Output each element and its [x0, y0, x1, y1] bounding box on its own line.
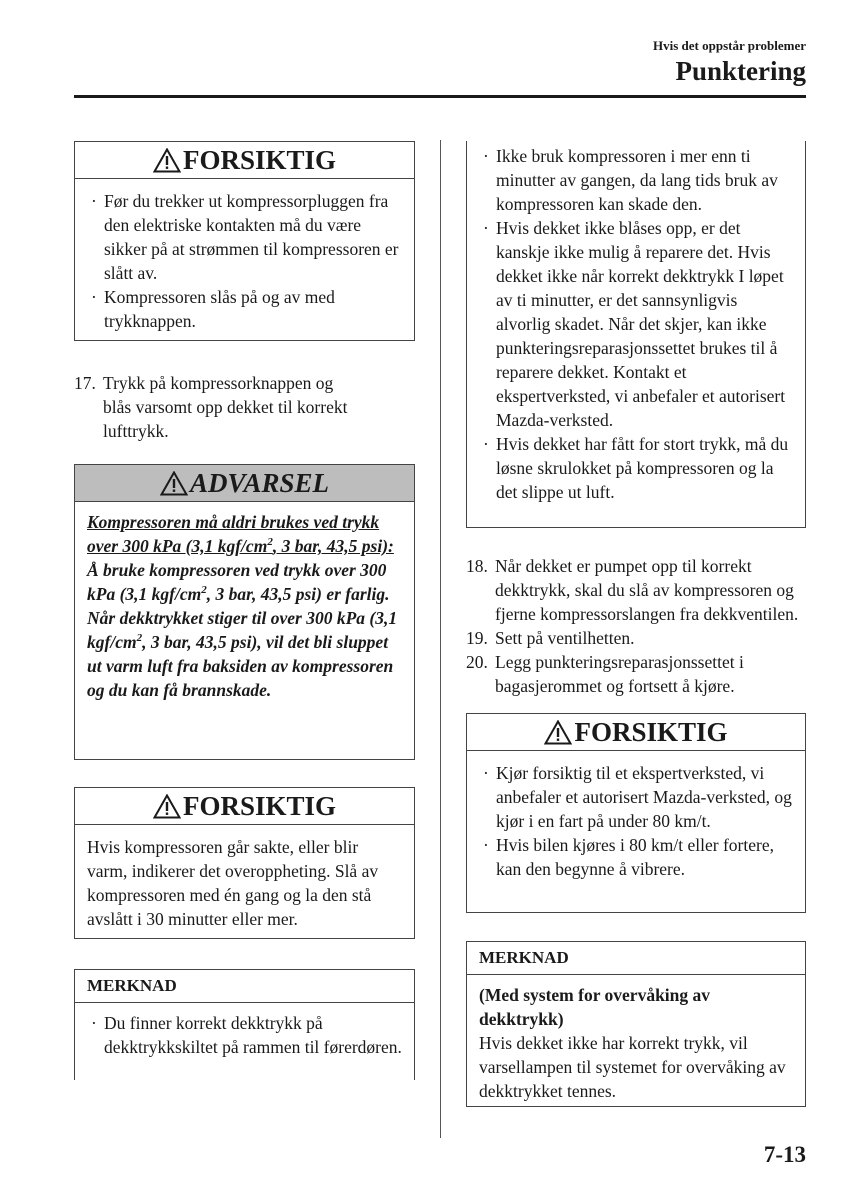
list-item: · Hvis bilen kjøres i 80 km/t eller fortere, kan den begynne å vibrere. — [483, 835, 774, 879]
section-heading: Hvis det oppstår problemer — [653, 38, 806, 53]
list-item: · Hvis dekket ikke blåses opp, er det kanskje ikke mulig å reparere det. Hvis dekket ikke når korrekt dekktrykk I løpet av ti minutter, er det sannsynligvis alvorlig skadet. Når det skjer, kan ikke punkteringsreparasjonssettet brukes til å reparere dekket. Kontakt et ekspertverksted, vi anbefaler et autorisert Mazda-verksted. — [483, 218, 786, 430]
note-title: MERKNAD — [75, 970, 414, 1003]
caution-body: Hvis kompressoren går sakte, eller blir varm, indikerer det overoppheting. Slå av kompressoren med én gang og la den stå avslått i 30 minutter eller mer. — [87, 837, 379, 929]
caution-header — [75, 788, 414, 825]
header-divider — [74, 95, 806, 98]
list-item: · Du finner korrekt dekktrykk på dekktrykkskiltet på rammen til førerdøren. — [91, 1013, 402, 1057]
caution-title: FORSIKTIG — [574, 716, 728, 747]
right-column — [466, 141, 806, 1107]
note-title: MERKNAD — [467, 942, 805, 975]
step-number: 20. — [466, 652, 488, 672]
caution-header — [75, 142, 414, 179]
caution-title: FORSIKTIG — [182, 790, 337, 821]
list-item: · Kjør forsiktig til et ekspertverksted, vi anbefaler et autorisert Mazda-verksted, og kjør i en fart på under 80 km/t. — [483, 763, 792, 831]
note-body — [467, 975, 805, 1113]
warning-lead: Kompressoren må aldri brukes ved trykk over 300 kPa (3,1 kgf/$cm^2$, 3 bar, 43,5 psi): — [87, 512, 394, 556]
bullet: · — [91, 1013, 97, 1033]
caution-box-3 — [466, 713, 806, 913]
warning-triangle-icon — [153, 148, 181, 173]
warning-triangle-icon — [153, 794, 181, 819]
page-number: 7-13 — [763, 1142, 806, 1167]
bullet: · — [91, 191, 97, 211]
step-item — [466, 626, 806, 650]
list-item: · Kompressoren slås på og av med trykknappen. — [91, 287, 335, 331]
bullet: · — [483, 434, 489, 454]
bullet: · — [483, 763, 489, 783]
list-item: · Hvis dekket har fått for stort trykk, må du løsne skrulokket på kompressoren og la det slippe ut luft. — [483, 434, 789, 502]
step-number: 18. — [466, 556, 488, 576]
step-text: Trykk på kompressorknappen og blås varsomt opp dekket til korrekt lufttrykk. — [103, 373, 348, 441]
caution-title: FORSIKTIG — [182, 144, 337, 175]
note-box — [74, 969, 415, 1080]
warning-triangle-icon — [544, 720, 572, 745]
list-item: · Før du trekker ut kompressorpluggen fra den elektriske kontakten må du være sikker på at strømmen til kompressoren er slått av. — [91, 191, 399, 283]
warning-triangle-icon — [160, 471, 188, 496]
caution-body — [75, 179, 414, 345]
note-box — [466, 941, 806, 1107]
warning-box — [74, 464, 415, 760]
caution-header — [467, 714, 805, 751]
caution-body — [467, 751, 805, 893]
step-number: 19. — [466, 628, 488, 648]
warning-body — [75, 502, 414, 712]
bullet: · — [483, 146, 489, 166]
note-subheading: (Med system for overvåking av dekktrykk) — [479, 985, 711, 1029]
bullet: · — [483, 218, 489, 238]
step-item — [74, 371, 364, 443]
step-number: 17. — [74, 373, 96, 393]
warning-text: Å bruke kompressoren ved trykk over 300 kPa (3,1 kgf/$cm^2$, 3 bar, 43,5 psi) er farlig. Når dekktrykket stiger til over 300 kPa (3,1 kgf/$cm^2$, 3 bar, 43,5 psi), vil det bli sluppet ut varm luft fra baksiden av kompressoren og du kan få brannskade. — [87, 560, 398, 700]
bullet: · — [483, 835, 489, 855]
caution-box-2 — [74, 787, 415, 939]
warning-title: ADVARSEL — [189, 467, 330, 498]
page-title: Punktering — [675, 56, 806, 86]
caution-body — [467, 141, 805, 516]
step-text: Når dekket er pumpet opp til korrekt dekktrykk, skal du slå av kompressoren og fjerne kompressorslangen fra dekkventilen. — [495, 556, 799, 624]
left-column — [74, 141, 415, 1080]
step-text: Legg punkteringsreparasjonssettet i bagasjerommet og fortsett å kjøre. — [495, 652, 744, 696]
step-item — [466, 554, 806, 626]
warning-header — [75, 465, 414, 502]
list-item: · Ikke bruk kompressoren i mer enn ti minutter av gangen, da lang tids bruk av kompressoren kan skade den. — [483, 146, 778, 214]
note-text: Hvis dekket ikke har korrekt trykk, vil varsellampen til systemet for overvåking av dekktrykket tennes. — [479, 1033, 786, 1101]
caution-box-1 — [74, 141, 415, 341]
column-divider — [440, 140, 441, 1138]
step-text: Sett på ventilhetten. — [495, 628, 635, 648]
step-item — [466, 650, 806, 698]
note-body — [75, 1003, 414, 1069]
step-list — [74, 371, 364, 443]
bullet: · — [91, 287, 97, 307]
step-list — [466, 554, 806, 698]
caution-continued-box — [466, 141, 806, 528]
